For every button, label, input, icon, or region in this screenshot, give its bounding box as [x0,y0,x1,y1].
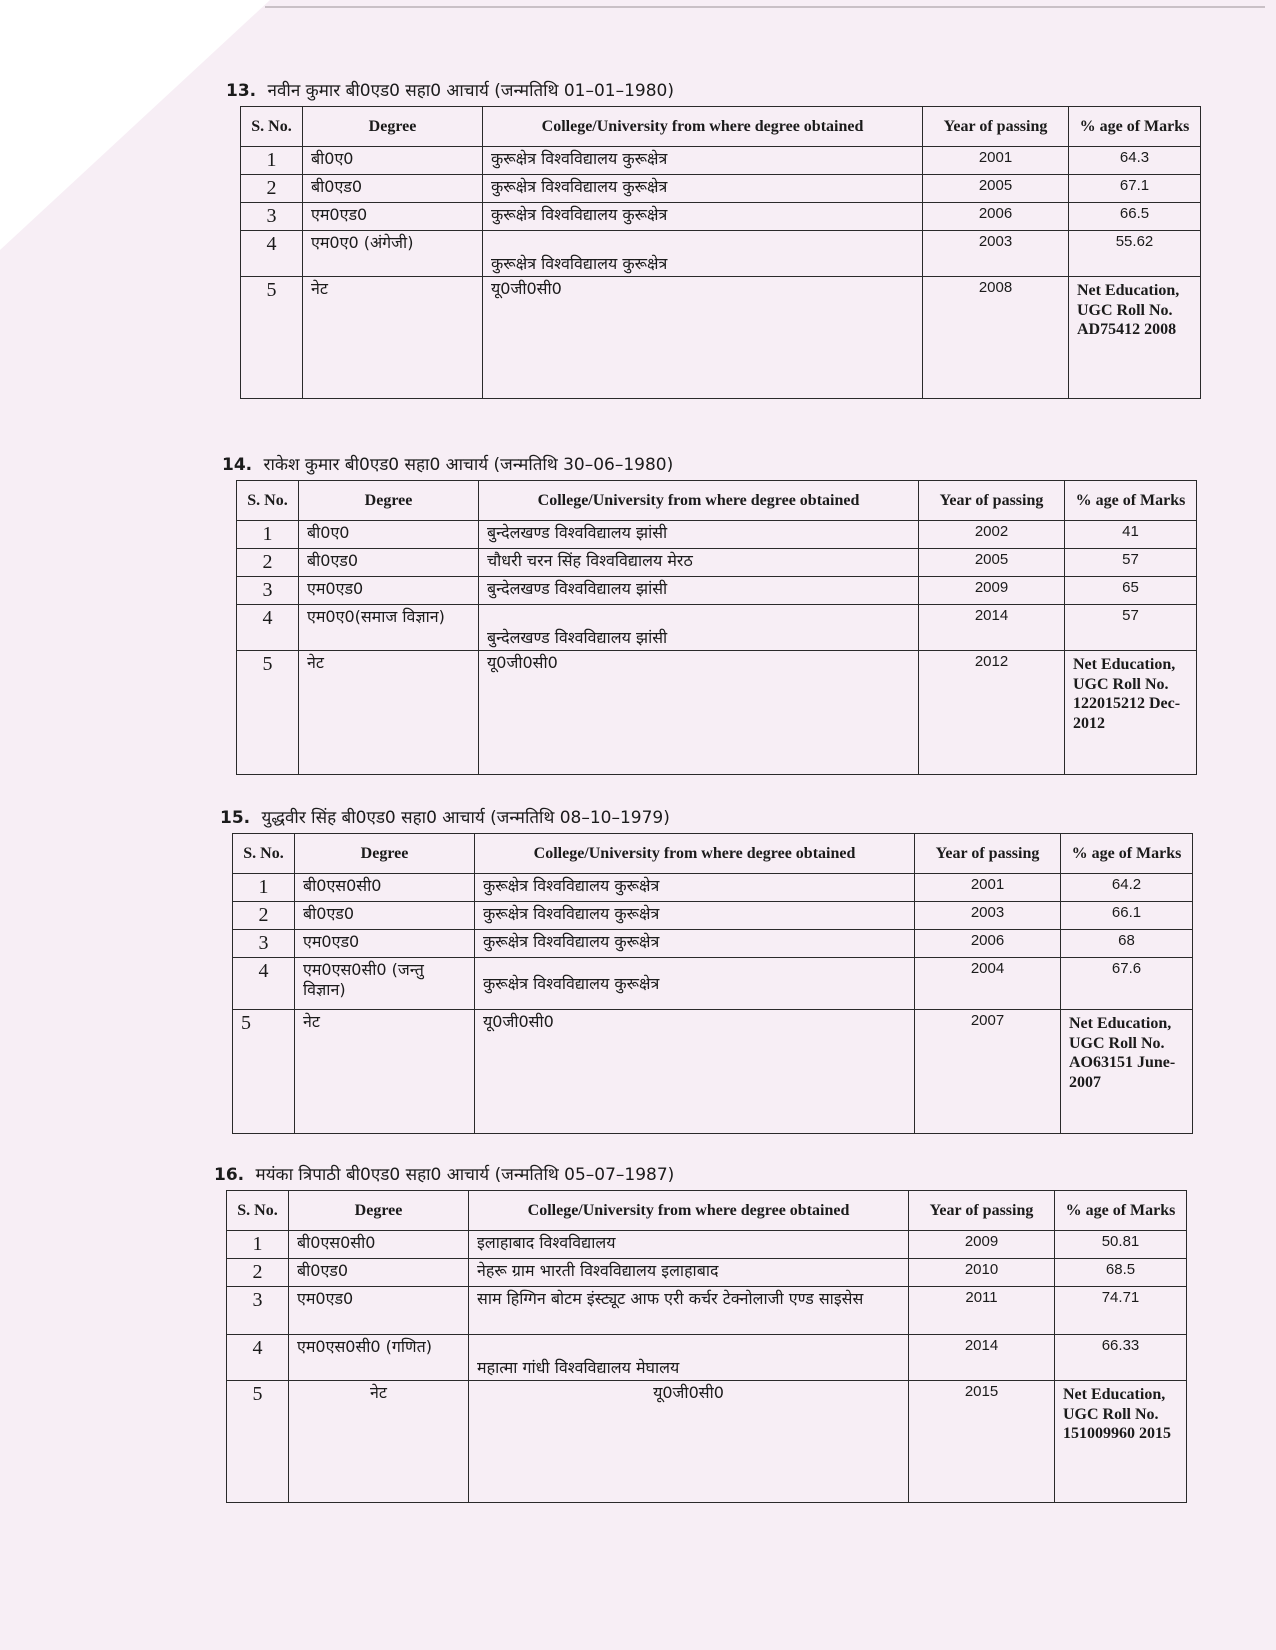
cell-sno: 5 [233,1010,295,1134]
cell-marks: 64.3 [1069,147,1201,175]
table-row [237,549,1197,577]
section-heading [222,450,1198,480]
cell-college: यू0जी0सी0 [483,277,923,399]
cell-marks: Net Education, UGC Roll No. AD75412 2008 [1069,277,1201,399]
cell-year: 2005 [923,175,1069,203]
cell-college: कुरूक्षेत्र विश्वविद्यालय कुरूक्षेत्र [483,231,923,277]
section-14 [222,450,1198,775]
cell-marks: 68.5 [1055,1259,1187,1287]
cell-college: कुरूक्षेत्र विश्वविद्यालय कुरूक्षेत्र [483,175,923,203]
cell-marks: Net Education, UGC Roll No. 151009960 2015 [1055,1381,1187,1503]
section-number: 13. [226,81,257,101]
cell-degree: बी0एस0सी0 [295,874,475,902]
cell-marks: 74.71 [1055,1287,1187,1335]
section-title: युद्धवीर सिंह बी0एड0 सहा0 आचार्य (जन्मतिथि 08–10–1979) [261,808,670,828]
cell-year: 2001 [923,147,1069,175]
table-row [241,175,1201,203]
cell-degree: एम0एड0 [299,577,479,605]
cell-sno: 1 [227,1231,289,1259]
cell-degree: एम0एस0सी0 (जन्तु विज्ञान) [295,958,475,1010]
header-college: College/University from where degree obtained [479,481,919,521]
cell-marks: 55.62 [1069,231,1201,277]
cell-sno: 3 [241,203,303,231]
education-table [240,106,1201,399]
cell-degree: नेट [295,1010,475,1134]
cell-marks: 64.2 [1061,874,1193,902]
table-row [237,605,1197,651]
table-row [241,203,1201,231]
cell-marks: 67.6 [1061,958,1193,1010]
table-row [237,651,1197,775]
cell-sno: 3 [227,1287,289,1335]
cell-year: 2014 [919,605,1065,651]
cell-college: कुरूक्षेत्र विश्वविद्यालय कुरूक्षेत्र [475,930,915,958]
header-degree: Degree [289,1191,469,1231]
cell-degree: नेट [303,277,483,399]
cell-sno: 5 [241,277,303,399]
header-marks: % age of Marks [1055,1191,1187,1231]
header-marks: % age of Marks [1061,834,1193,874]
cell-sno: 5 [227,1381,289,1503]
cell-college: बुन्देलखण्ड विश्वविद्यालय झांसी [479,521,919,549]
cell-college: इलाहाबाद विश्वविद्यालय [469,1231,909,1259]
table-row [233,1010,1193,1134]
cell-degree: बी0एड0 [289,1259,469,1287]
cell-year: 2006 [915,930,1061,958]
cell-degree: एम0एस0सी0 (गणित) [289,1335,469,1381]
section-16 [214,1160,1194,1503]
cell-year: 2014 [909,1335,1055,1381]
header-college: College/University from where degree obtained [469,1191,909,1231]
cell-sno: 2 [241,175,303,203]
cell-sno: 4 [227,1335,289,1381]
cell-degree: एम0एड0 [289,1287,469,1335]
table-row [227,1259,1187,1287]
section-title: नवीन कुमार बी0एड0 सहा0 आचार्य (जन्मतिथि 01–01–1980) [267,81,675,101]
section-heading [220,803,1196,833]
header-sno: S. No. [237,481,299,521]
cell-sno: 3 [237,577,299,605]
cell-college: नेहरू ग्राम भारती विश्वविद्यालय इलाहाबाद [469,1259,909,1287]
page-edge-line [265,6,1265,8]
cell-year: 2008 [923,277,1069,399]
cell-sno: 4 [233,958,295,1010]
cell-college: कुरूक्षेत्र विश्वविद्यालय कुरूक्षेत्र [475,874,915,902]
section-13 [226,76,1200,399]
table-row [241,147,1201,175]
header-sno: S. No. [233,834,295,874]
cell-year: 2012 [919,651,1065,775]
cell-year: 2011 [909,1287,1055,1335]
table-row [241,277,1201,399]
cell-college: कुरूक्षेत्र विश्वविद्यालय कुरूक्षेत्र [483,203,923,231]
cell-college: कुरूक्षेत्र विश्वविद्यालय कुरूक्षेत्र [483,147,923,175]
header-sno: S. No. [227,1191,289,1231]
header-degree: Degree [303,107,483,147]
cell-college: यू0जी0सी0 [469,1381,909,1503]
header-year: Year of passing [909,1191,1055,1231]
table-header-row [241,107,1201,147]
table-row [237,577,1197,605]
cell-sno: 5 [237,651,299,775]
header-year: Year of passing [915,834,1061,874]
table-row [227,1287,1187,1335]
cell-college: बुन्देलखण्ड विश्वविद्यालय झांसी [479,577,919,605]
cell-degree: एम0एड0 [303,203,483,231]
section-title: मयंका त्रिपाठी बी0एड0 सहा0 आचार्य (जन्मतिथि 05–07–1987) [255,1165,675,1185]
cell-year: 2010 [909,1259,1055,1287]
cell-degree: बी0एड0 [303,175,483,203]
table-row [241,231,1201,277]
header-college: College/University from where degree obtained [483,107,923,147]
cell-marks: 66.5 [1069,203,1201,231]
section-number: 16. [214,1165,245,1185]
header-degree: Degree [299,481,479,521]
cell-marks: 66.33 [1055,1335,1187,1381]
cell-degree: बी0एड0 [295,902,475,930]
section-number: 15. [220,808,251,828]
table-row [227,1335,1187,1381]
cell-marks: 50.81 [1055,1231,1187,1259]
cell-sno: 2 [227,1259,289,1287]
cell-degree: बी0ए0 [299,521,479,549]
cell-sno: 1 [233,874,295,902]
cell-college: कुरूक्षेत्र विश्वविद्यालय कुरूक्षेत्र [475,958,915,1010]
cell-sno: 4 [237,605,299,651]
cell-year: 2009 [909,1231,1055,1259]
cell-marks: 67.1 [1069,175,1201,203]
cell-college: यू0जी0सी0 [475,1010,915,1134]
cell-degree: एम0एड0 [295,930,475,958]
cell-marks: 57 [1065,549,1197,577]
education-table [236,480,1197,775]
header-college: College/University from where degree obtained [475,834,915,874]
cell-sno: 2 [233,902,295,930]
cell-sno: 4 [241,231,303,277]
cell-college: चौधरी चरन सिंह विश्वविद्यालय मेरठ [479,549,919,577]
education-table [232,833,1193,1134]
section-15 [220,803,1196,1134]
table-row [233,930,1193,958]
cell-degree: नेट [289,1381,469,1503]
header-year: Year of passing [919,481,1065,521]
cell-year: 2003 [915,902,1061,930]
cell-college: यू0जी0सी0 [479,651,919,775]
cell-year: 2001 [915,874,1061,902]
cell-year: 2002 [919,521,1065,549]
table-row [233,958,1193,1010]
cell-college: कुरूक्षेत्र विश्वविद्यालय कुरूक्षेत्र [475,902,915,930]
table-header-row [237,481,1197,521]
section-heading [214,1160,1194,1190]
cell-degree: बी0एड0 [299,549,479,577]
header-degree: Degree [295,834,475,874]
cell-sno: 2 [237,549,299,577]
cell-marks: 65 [1065,577,1197,605]
cell-marks: 57 [1065,605,1197,651]
cell-year: 2009 [919,577,1065,605]
table-row [233,902,1193,930]
cell-year: 2007 [915,1010,1061,1134]
cell-year: 2003 [923,231,1069,277]
cell-marks: 66.1 [1061,902,1193,930]
cell-college: साम हिग्गिन बोटम इंस्ट्यूट आफ एरी कर्चर टेक्नोलाजी एण्ड साइसेस [469,1287,909,1335]
cell-degree: बी0ए0 [303,147,483,175]
cell-year: 2005 [919,549,1065,577]
table-header-row [233,834,1193,874]
cell-college: बुन्देलखण्ड विश्वविद्यालय झांसी [479,605,919,651]
education-table [226,1190,1187,1503]
cell-degree: नेट [299,651,479,775]
header-marks: % age of Marks [1065,481,1197,521]
header-marks: % age of Marks [1069,107,1201,147]
section-title: राकेश कुमार बी0एड0 सहा0 आचार्य (जन्मतिथि 30–06–1980) [263,455,674,475]
cell-marks: 41 [1065,521,1197,549]
cell-sno: 1 [241,147,303,175]
cell-college: महात्मा गांधी विश्वविद्यालय मेघालय [469,1335,909,1381]
table-row [237,521,1197,549]
header-sno: S. No. [241,107,303,147]
cell-degree: बी0एस0सी0 [289,1231,469,1259]
cell-marks: Net Education, UGC Roll No. 122015212 Dec-2012 [1065,651,1197,775]
cell-year: 2006 [923,203,1069,231]
header-year: Year of passing [923,107,1069,147]
table-row [227,1231,1187,1259]
table-row [227,1381,1187,1503]
section-number: 14. [222,455,253,475]
cell-marks: 68 [1061,930,1193,958]
cell-sno: 1 [237,521,299,549]
table-header-row [227,1191,1187,1231]
cell-degree: एम0ए0(समाज विज्ञान) [299,605,479,651]
section-heading [226,76,1200,106]
cell-year: 2004 [915,958,1061,1010]
cell-year: 2015 [909,1381,1055,1503]
cell-marks: Net Education, UGC Roll No. AO63151 June-2007 [1061,1010,1193,1134]
cell-degree: एम0ए0 (अंगेजी) [303,231,483,277]
table-row [233,874,1193,902]
cell-sno: 3 [233,930,295,958]
